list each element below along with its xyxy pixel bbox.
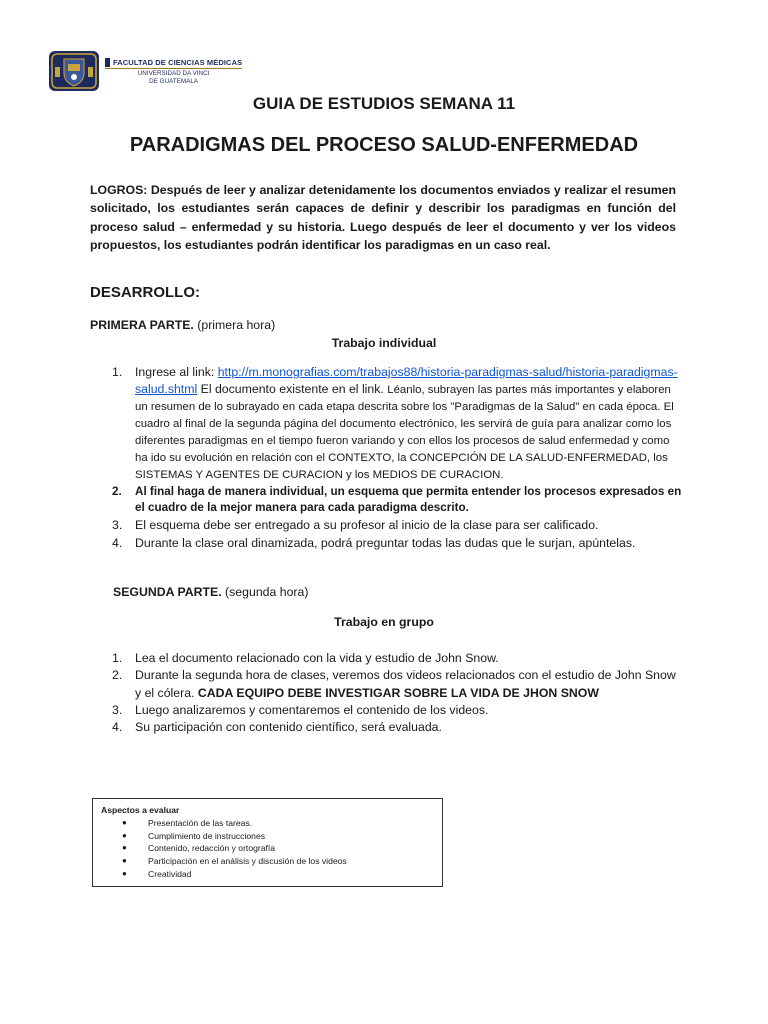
trabajo-en-grupo-heading: Trabajo en grupo [334, 615, 434, 629]
list-item: 2. Al final haga de manera individual, un esquema que permita entender los procesos expresados en el cuadro de la mejor manera para cada paradigma descrito. [112, 485, 682, 514]
aspectos-list [101, 817, 434, 881]
segunda-parte-list [112, 650, 682, 736]
primera-parte-list [112, 364, 682, 552]
bullet-icon: ● [122, 843, 127, 853]
primera-parte-label [90, 318, 275, 332]
segunda-parte-title: SEGUNDA PARTE. [113, 585, 222, 599]
trabajo-individual-heading: Trabajo individual [331, 336, 437, 350]
list-item: 3. Luego analizaremos y comentaremos el contenido de los videos. [112, 702, 489, 717]
g-item1-text: Lea el documento relacionado con la vida y estudio de John Snow. [135, 651, 499, 665]
university-name-line1: UNIVERSIDAD DA VINCI [137, 69, 210, 77]
faculty-logo [49, 51, 242, 91]
list-item: 4. Durante la clase oral dinamizada, podrá preguntar todas las dudas que le surjan, apúntelas. [112, 536, 636, 550]
item1-instructions: Léanlo, subrayen las partes más importantes y elaboren un resumen de lo subrayado en cada etapa descrita sobre los "Paradigmas de la Salud" en cada época. El cuadro al final de la segunda página del documento electrónico, les servirá de guía para analizar como los diferentes paradigmas en el tiempo fueron variando y con ellos los procesos de salud enfermedad y como ha ido su evolución en relación con el CONTEXTO, la CONCEPCIÓN DE LA SALUD-ENFERMEDAD, los SISTEMAS Y AGENTES DE CURACION y los MEDIOS DE CURACION. [135, 384, 674, 481]
monografias-link[interactable]: http://m.monografias.com/trabajos88/historia-paradigmas-salud/historia-paradigmas-salud.shtml [135, 365, 678, 396]
g-item2-bold: CADA EQUIPO DEBE INVESTIGAR SOBRE LA VIDA DE JHON SNOW [197, 685, 599, 700]
university-seal-icon [49, 51, 99, 91]
list-item: 3. El esquema debe ser entregado a su profesor al inicio de la clase para ser calificado. [112, 518, 599, 532]
faculty-mark-icon [105, 58, 110, 67]
bullet-icon: ● [122, 856, 127, 866]
primera-parte-title: PRIMERA PARTE. [90, 318, 194, 332]
faculty-name: FACULTAD DE CIENCIAS MÉDICAS [113, 57, 243, 67]
list-item: 4. Su participación con contenido científico, será evaluada. [112, 720, 442, 735]
item3-text: El esquema debe ser entregado a su profesor al inicio de la clase para ser calificado. [135, 518, 599, 532]
list-item: 1. Lea el documento relacionado con la vida y estudio de John Snow. [112, 651, 499, 665]
list-item: 2. Durante la segunda hora de clases, veremos dos videos relacionados con el estudio de John Snow y el cólera. CADA EQUIPO DEBE INVESTIGAR SOBRE LA VIDA DE JHON SNOW [112, 668, 676, 700]
g-item2-text: Durante la segunda hora de clases, veremos dos videos relacionados con el estudio de John Snow y el cólera. [135, 668, 676, 700]
bullet-icon: ● [122, 830, 127, 840]
university-name-line2: DE GUATEMALA [149, 77, 199, 85]
desarrollo-heading: DESARROLLO: [90, 284, 200, 301]
list-item: ● Contenido, redacción y ortografía [122, 843, 276, 854]
item4-text: Durante la clase oral dinamizada, podrá preguntar todas las dudas que le surjan, apúntelas. [135, 536, 636, 550]
page-subtitle: PARADIGMAS DEL PROCESO SALUD-ENFERMEDAD [129, 134, 639, 156]
item1-after: El documento existente en el link. [197, 382, 388, 396]
bullet-icon: ● [122, 817, 127, 827]
segunda-parte-note: (segunda hora) [221, 585, 309, 599]
g-item4-text: Su participación con contenido científico, será evaluada. [135, 720, 442, 735]
segunda-parte-label [113, 585, 308, 599]
logros-paragraph: LOGROS: Después de leer y analizar detenidamente los documentos enviados y realizar el resumen solicitado, los estudiantes serán capaces de definir y describir los paradigmas en función del proceso salud – enfermedad y su historia. Luego después de leer el documento y ver los videos propuestos, los estudiantes podrán identificar los paradigmas en un caso real. [90, 183, 676, 253]
aspectos-title: Aspectos a evaluar [101, 805, 180, 815]
g-item3-text: Luego analizaremos y comentaremos el contenido de los videos. [135, 702, 489, 717]
list-item: ● Cumplimiento de instrucciones [122, 830, 266, 841]
item2-text: Al final haga de manera individual, un esquema que permita entender los procesos expresados en el cuadro de la mejor manera para cada paradigma descrito. [135, 485, 682, 514]
bullet-icon: ● [122, 868, 127, 878]
primera-parte-note: (primera hora) [193, 318, 276, 332]
aspectos-box [92, 798, 443, 887]
list-item: ● Creatividad [122, 868, 192, 879]
list-item: ● Participación en el análisis y discusión de los videos [122, 856, 347, 867]
page-title: GUIA DE ESTUDIOS SEMANA 11 [252, 94, 516, 113]
list-item: ● Presentación de las tareas. [122, 817, 253, 828]
item1-prefix: Ingrese al link: [135, 365, 218, 379]
list-item: 1. Ingrese al link: http://m.monografias.com/trabajos88/historia-paradigmas-salud/historia-paradigmas-salud.shtml El documento existente en el link. Léanlo, subrayen las partes más importantes y elaboren un resumen de lo subrayado en cada etapa descrita sobre los "Paradigmas de la Salud" en cada época. El cuadro al final de la segunda página del documento electrónico, les servirá de guía para analizar como los diferentes paradigmas en el tiempo fueron variando y con ellos los procesos de salud enfermedad y como ha ido su evolución en relación con el CONTEXTO, la CONCEPCIÓN DE LA SALUD-ENFERMEDAD, los SISTEMAS Y AGENTES DE CURACION y los MEDIOS DE CURACION. [112, 365, 678, 481]
